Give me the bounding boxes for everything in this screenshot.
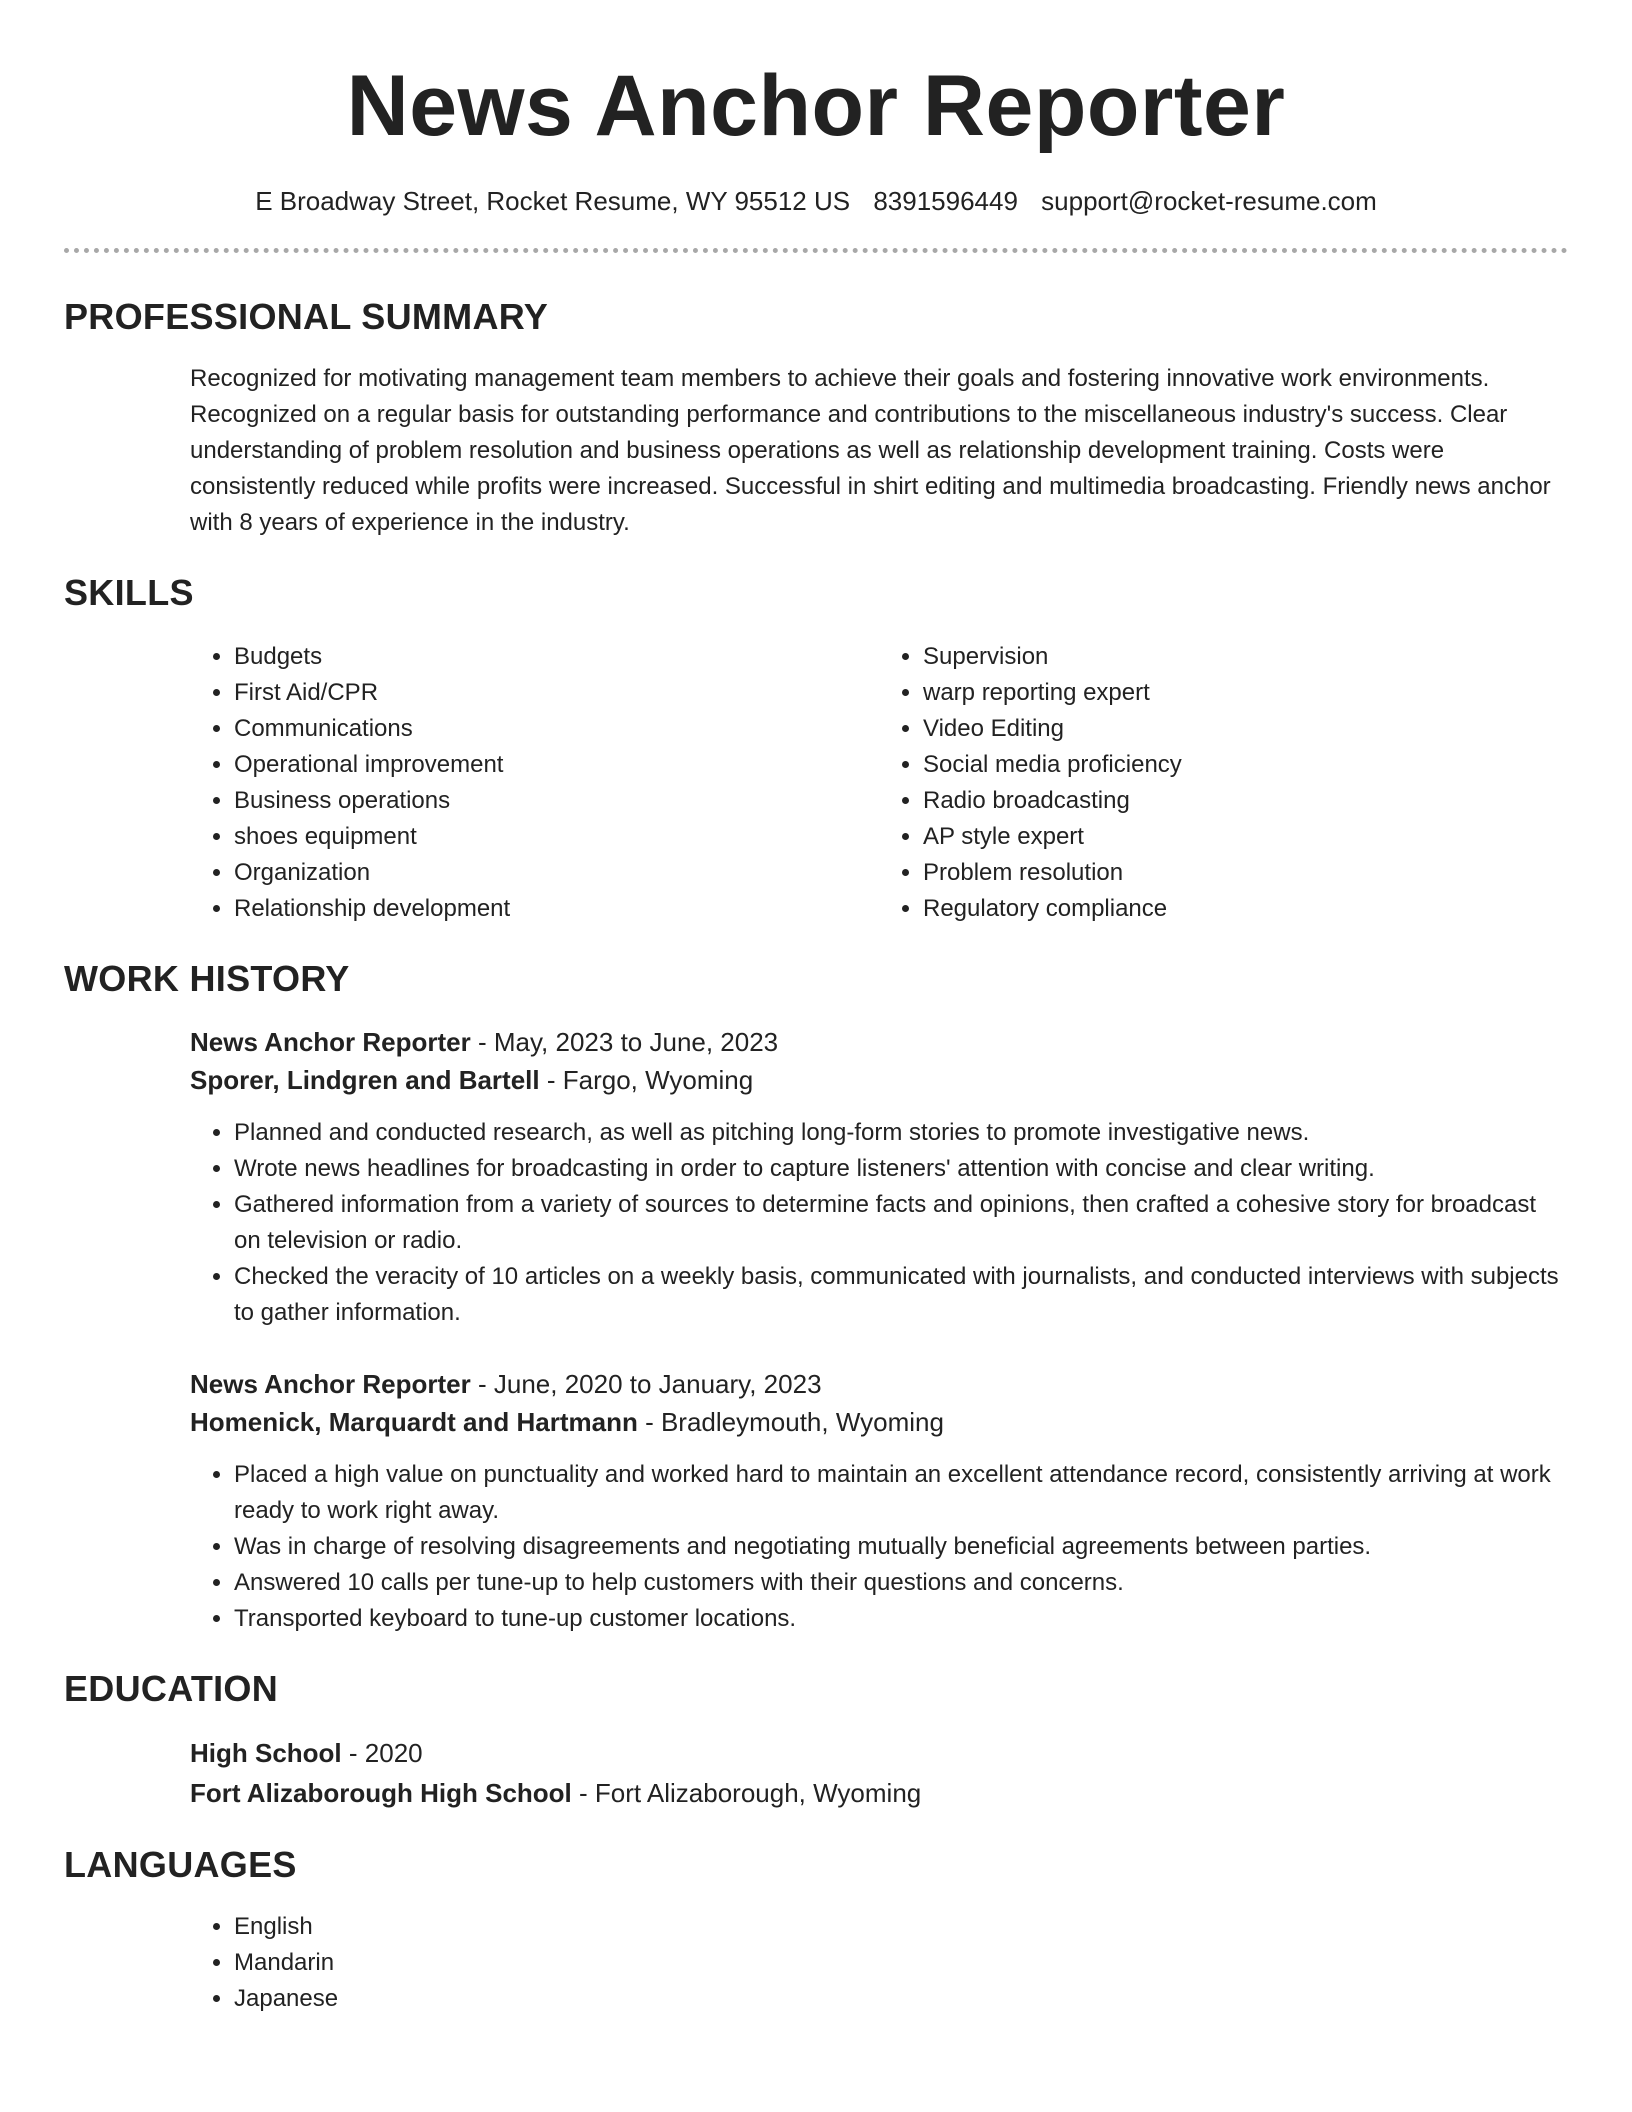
skills-column-left bbox=[190, 639, 879, 927]
job-company-line bbox=[190, 1403, 1568, 1441]
job-company-line bbox=[190, 1061, 1568, 1099]
candidate-name: News Anchor Reporter bbox=[346, 58, 1286, 154]
list-item: • Operational improvement bbox=[234, 747, 879, 783]
skills-list bbox=[190, 639, 1568, 927]
skills-heading: SKILLS bbox=[64, 572, 194, 613]
job-company: Homenick, Marquardt and Hartmann bbox=[190, 1407, 638, 1437]
summary-heading: PROFESSIONAL SUMMARY bbox=[64, 296, 549, 337]
list-item: • Checked the veracity of 10 articles on a weekly basis, communicated with journalists, and conducted interviews with subjects to gather information. bbox=[234, 1259, 1568, 1331]
header-divider bbox=[64, 248, 1568, 253]
address: E Broadway Street, Rocket Resume, WY 95512 US bbox=[255, 186, 851, 216]
list-item: • warp reporting expert bbox=[923, 675, 1568, 711]
job-company: Sporer, Lindgren and Bartell bbox=[190, 1065, 540, 1095]
list-item: • Budgets bbox=[234, 639, 879, 675]
phone: 8391596449 bbox=[873, 186, 1018, 216]
job-dates: - May, 2023 to June, 2023 bbox=[470, 1027, 779, 1057]
list-item: • Organization bbox=[234, 855, 879, 891]
job-title-line bbox=[190, 1365, 1568, 1403]
education-entry bbox=[190, 1733, 1568, 1813]
languages-heading: LANGUAGES bbox=[64, 1844, 297, 1885]
email: support@rocket-resume.com bbox=[1041, 186, 1377, 216]
list-item: • Gathered information from a variety of sources to determine facts and opinions, then crafted a cohesive story for broadcast on television or radio. bbox=[234, 1187, 1568, 1259]
list-item: • English bbox=[234, 1909, 1568, 1945]
job-role: News Anchor Reporter bbox=[190, 1369, 471, 1399]
work-history-heading: WORK HISTORY bbox=[64, 958, 350, 999]
job-title-line bbox=[190, 1023, 1568, 1061]
contact-line bbox=[64, 184, 1568, 218]
languages-list bbox=[190, 1909, 1568, 2017]
job-location: - Bradleymouth, Wyoming bbox=[637, 1407, 944, 1437]
list-item: • Relationship development bbox=[234, 891, 879, 927]
list-item: • Regulatory compliance bbox=[923, 891, 1568, 927]
job-entry bbox=[190, 1365, 1568, 1637]
education-heading: EDUCATION bbox=[64, 1668, 279, 1709]
list-item: • Problem resolution bbox=[923, 855, 1568, 891]
skills-column-right bbox=[879, 639, 1568, 927]
list-item: • Business operations bbox=[234, 783, 879, 819]
list-item: • Communications bbox=[234, 711, 879, 747]
list-item: • AP style expert bbox=[923, 819, 1568, 855]
job-entry bbox=[190, 1023, 1568, 1331]
list-item: • shoes equipment bbox=[234, 819, 879, 855]
job-bullets bbox=[190, 1457, 1568, 1637]
list-item: • Answered 10 calls per tune-up to help customers with their questions and concerns. bbox=[234, 1565, 1568, 1601]
list-item: • Wrote news headlines for broadcasting in order to capture listeners' attention with concise and clear writing. bbox=[234, 1151, 1568, 1187]
job-bullets bbox=[190, 1115, 1568, 1331]
education-degree-line bbox=[190, 1733, 1568, 1773]
job-dates: - June, 2020 to January, 2023 bbox=[470, 1369, 822, 1399]
list-item: • Mandarin bbox=[234, 1945, 1568, 1981]
education-school-line bbox=[190, 1773, 1568, 1813]
list-item: • Placed a high value on punctuality and worked hard to maintain an excellent attendance record, consistently arriving at work ready to work right away. bbox=[234, 1457, 1568, 1529]
job-location: - Fargo, Wyoming bbox=[539, 1065, 754, 1095]
list-item: • Supervision bbox=[923, 639, 1568, 675]
graduation-year: - 2020 bbox=[341, 1738, 423, 1768]
list-item: • Radio broadcasting bbox=[923, 783, 1568, 819]
list-item: • Video Editing bbox=[923, 711, 1568, 747]
job-role: News Anchor Reporter bbox=[190, 1027, 471, 1057]
list-item: • Transported keyboard to tune-up customer locations. bbox=[234, 1601, 1568, 1637]
list-item: • First Aid/CPR bbox=[234, 675, 879, 711]
degree: High School bbox=[190, 1738, 342, 1768]
list-item: • Social media proficiency bbox=[923, 747, 1568, 783]
summary-text: Recognized for motivating management team members to achieve their goals and fostering innovative work environments. Recognized on a regular basis for outstanding performance and contributions to the miscellaneous industry's success. Clear understanding of problem resolution and business operations as well as relationship development training. Costs were consistently reduced while profits were increased. Successful in shirt editing and multimedia broadcasting. Friendly news anchor with 8 years of experience in the industry. bbox=[190, 365, 1551, 536]
languages-bullets bbox=[190, 1909, 1568, 2017]
list-item: • Japanese bbox=[234, 1981, 1568, 2017]
school-name: Fort Alizaborough High School bbox=[190, 1778, 572, 1808]
school-location: - Fort Alizaborough, Wyoming bbox=[571, 1778, 922, 1808]
list-item: • Was in charge of resolving disagreements and negotiating mutually beneficial agreements between parties. bbox=[234, 1529, 1568, 1565]
list-item: • Planned and conducted research, as well as pitching long-form stories to promote investigative news. bbox=[234, 1115, 1568, 1151]
